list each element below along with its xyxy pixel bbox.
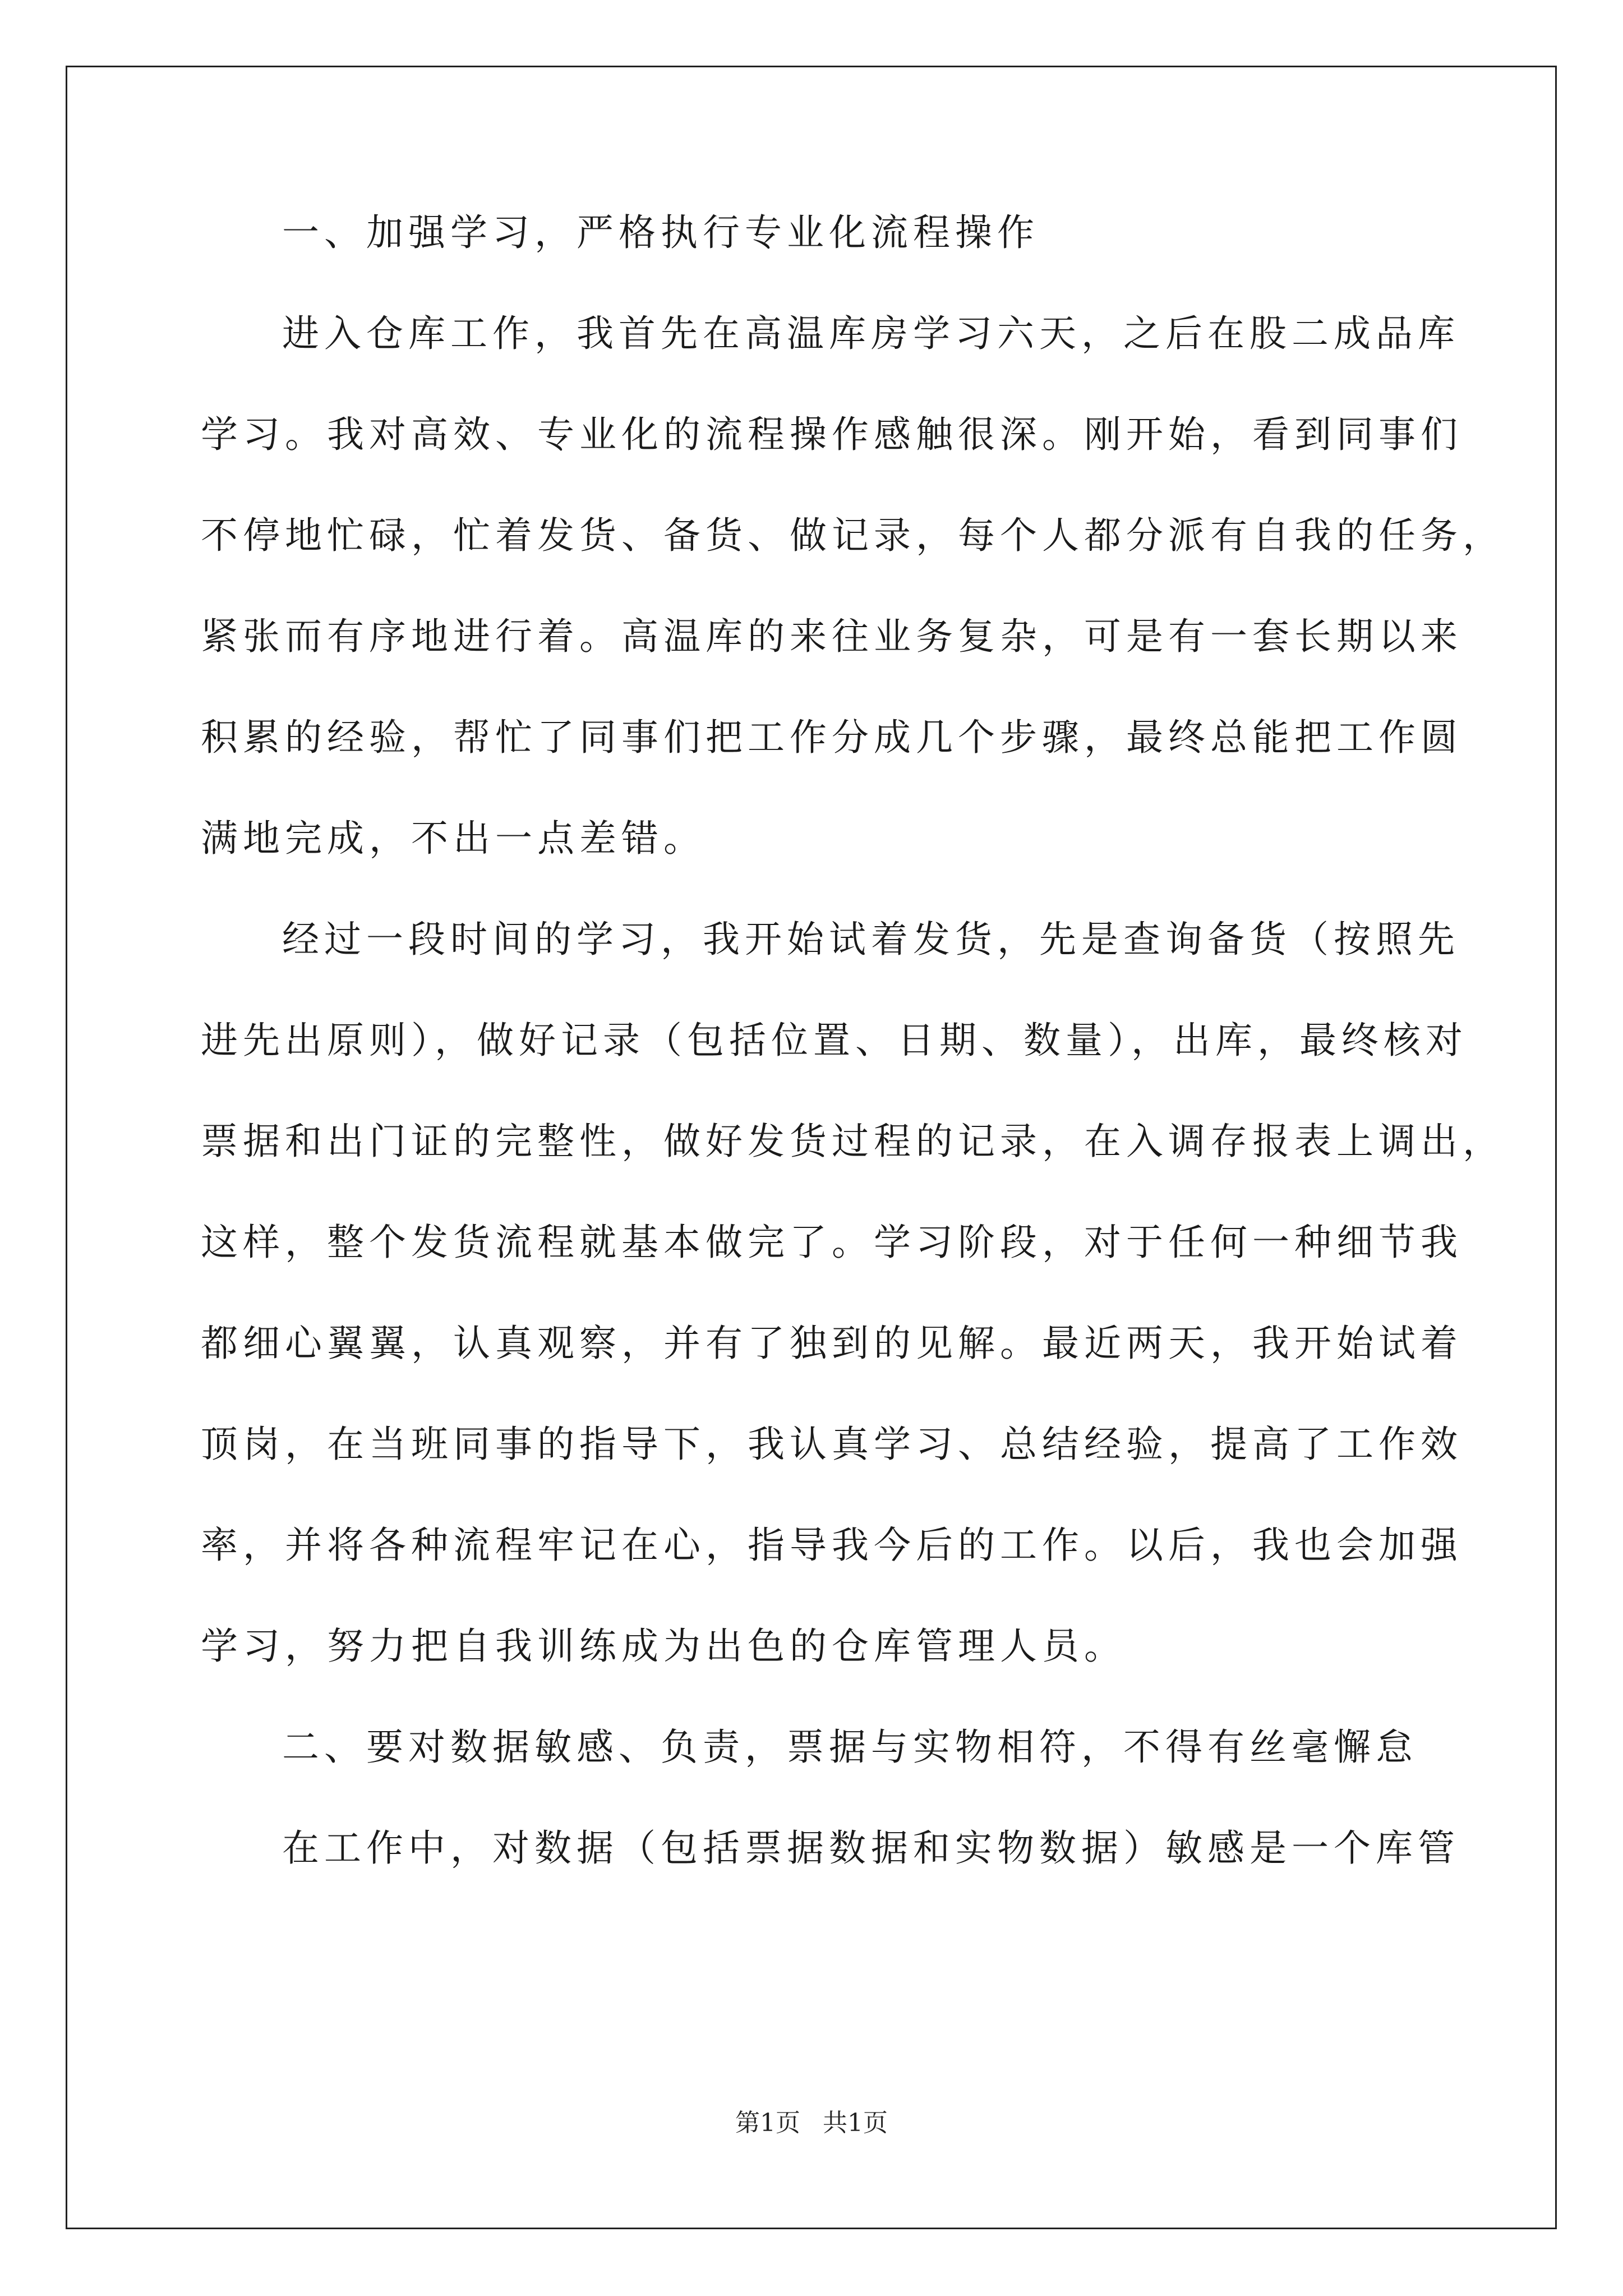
paragraph-line: 进先出原则），做好记录（包括位置、日期、数量），出库，最终核对 xyxy=(201,1019,1468,1062)
paragraph-line: 积累的经验，帮忙了同事们把工作分成几个步骤，最终总能把工作圆 xyxy=(201,716,1463,759)
section-heading-1: 一、加强学习，严格执行专业化流程操作 xyxy=(282,211,1039,254)
paragraph-line: 不停地忙碌，忙着发货、备货、做记录，每个人都分派有自我的任务， xyxy=(201,514,1505,557)
paragraph-line: 进入仓库工作，我首先在高温库房学习六天，之后在股二成品库 xyxy=(282,312,1460,355)
paragraph-line: 票据和出门证的完整性，做好发货过程的记录，在入调存报表上调出， xyxy=(201,1120,1505,1163)
page-total: 共1页 xyxy=(823,2109,888,2137)
section-heading-2: 二、要对数据敏感、负责，票据与实物相符，不得有丝毫懈怠 xyxy=(282,1726,1418,1769)
paragraph-line: 紧张而有序地进行着。高温库的来往业务复杂，可是有一套长期以来 xyxy=(201,615,1463,658)
page-number: 第1页 xyxy=(735,2109,800,2137)
paragraph-line: 率，并将各种流程牢记在心，指导我今后的工作。以后，我也会加强 xyxy=(201,1524,1463,1567)
paragraph-line: 满地完成，不出一点差错。 xyxy=(201,817,706,860)
paragraph-line: 顶岗，在当班同事的指导下，我认真学习、总结经验，提高了工作效 xyxy=(201,1423,1463,1466)
paragraph-line: 在工作中，对数据（包括票据数据和实物数据）敏感是一个库管 xyxy=(282,1826,1460,1870)
page-footer xyxy=(0,2106,1623,2140)
paragraph-line: 学习。我对高效、专业化的流程操作感触很深。刚开始，看到同事们 xyxy=(201,413,1463,456)
paragraph-line: 都细心翼翼，认真观察，并有了独到的见解。最近两天，我开始试着 xyxy=(201,1322,1463,1365)
paragraph-line: 经过一段时间的学习，我开始试着发货，先是查询备货（按照先 xyxy=(282,918,1460,961)
paragraph-line: 这样，整个发货流程就基本做完了。学习阶段，对于任何一种细节我 xyxy=(201,1221,1463,1264)
paragraph-line: 学习，努力把自我训练成为出色的仓库管理人员。 xyxy=(201,1625,1126,1668)
